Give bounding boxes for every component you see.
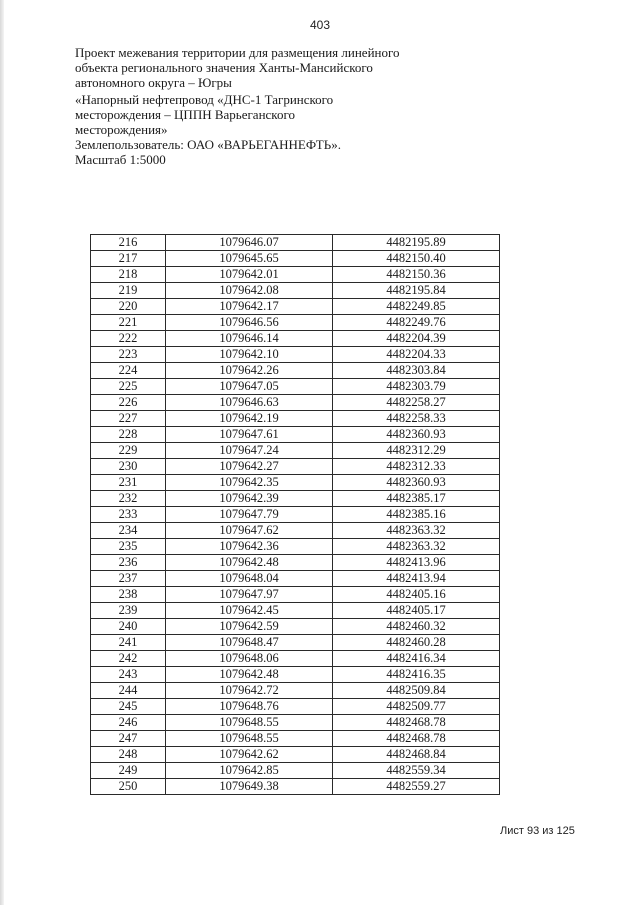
y-coordinate-cell: 4482416.35 — [333, 667, 500, 683]
point-number-cell: 233 — [91, 507, 166, 523]
x-coordinate-cell: 1079646.63 — [166, 395, 333, 411]
point-number-cell: 227 — [91, 411, 166, 427]
table-row — [91, 299, 500, 315]
table-row — [91, 491, 500, 507]
y-coordinate-cell: 4482303.84 — [333, 363, 500, 379]
point-number-cell: 241 — [91, 635, 166, 651]
point-number-cell: 248 — [91, 747, 166, 763]
y-coordinate-cell: 4482363.32 — [333, 539, 500, 555]
header-line: автономного округа – Югры — [75, 75, 232, 90]
point-number-cell: 220 — [91, 299, 166, 315]
point-number-cell: 247 — [91, 731, 166, 747]
y-coordinate-cell: 4482468.78 — [333, 715, 500, 731]
point-number-cell: 229 — [91, 443, 166, 459]
y-coordinate-cell: 4482312.29 — [333, 443, 500, 459]
x-coordinate-cell: 1079647.05 — [166, 379, 333, 395]
table-row — [91, 507, 500, 523]
y-coordinate-cell: 4482195.89 — [333, 235, 500, 251]
x-coordinate-cell: 1079648.47 — [166, 635, 333, 651]
y-coordinate-cell: 4482405.17 — [333, 603, 500, 619]
x-coordinate-cell: 1079642.59 — [166, 619, 333, 635]
header-line: Проект межевания территории для размещения линейного — [75, 45, 400, 60]
table-row — [91, 603, 500, 619]
scale-line: Масштаб 1:5000 — [75, 152, 166, 167]
x-coordinate-cell: 1079642.01 — [166, 267, 333, 283]
table-row — [91, 347, 500, 363]
project-title-line: «Напорный нефтепровод «ДНС-1 Тагринского — [75, 92, 334, 107]
x-coordinate-cell: 1079642.72 — [166, 683, 333, 699]
table-row — [91, 331, 500, 347]
x-coordinate-cell: 1079642.19 — [166, 411, 333, 427]
table-row — [91, 379, 500, 395]
x-coordinate-cell: 1079642.36 — [166, 539, 333, 555]
point-number-cell: 230 — [91, 459, 166, 475]
point-number-cell: 222 — [91, 331, 166, 347]
point-number-cell: 250 — [91, 779, 166, 795]
sheet-counter: Лист 93 из 125 — [500, 825, 575, 837]
point-number-cell: 223 — [91, 347, 166, 363]
table-row — [91, 683, 500, 699]
y-coordinate-cell: 4482258.27 — [333, 395, 500, 411]
x-coordinate-cell: 1079647.24 — [166, 443, 333, 459]
table-row — [91, 587, 500, 603]
project-title-line: месторождения – ЦППН Варьеганского — [75, 107, 295, 122]
x-coordinate-cell: 1079648.06 — [166, 651, 333, 667]
page-number: 403 — [309, 18, 331, 32]
table-row — [91, 619, 500, 635]
table-row — [91, 315, 500, 331]
point-number-cell: 244 — [91, 683, 166, 699]
point-number-cell: 242 — [91, 651, 166, 667]
y-coordinate-cell: 4482559.27 — [333, 779, 500, 795]
x-coordinate-cell: 1079642.10 — [166, 347, 333, 363]
table-row — [91, 523, 500, 539]
point-number-cell: 236 — [91, 555, 166, 571]
table-row — [91, 475, 500, 491]
project-title-line: месторождения» — [75, 122, 168, 137]
point-number-cell: 235 — [91, 539, 166, 555]
header-line: объекта регионального значения Ханты-Мансийского — [75, 60, 373, 75]
y-coordinate-cell: 4482413.96 — [333, 555, 500, 571]
y-coordinate-cell: 4482363.32 — [333, 523, 500, 539]
y-coordinate-cell: 4482413.94 — [333, 571, 500, 587]
table-row — [91, 715, 500, 731]
table-row — [91, 235, 500, 251]
table-row — [91, 667, 500, 683]
table-row — [91, 283, 500, 299]
table-row — [91, 363, 500, 379]
x-coordinate-cell: 1079642.48 — [166, 667, 333, 683]
point-number-cell: 226 — [91, 395, 166, 411]
scan-edge — [0, 0, 4, 905]
y-coordinate-cell: 4482468.84 — [333, 747, 500, 763]
x-coordinate-cell: 1079646.56 — [166, 315, 333, 331]
land-user-line: Землепользователь: ОАО «ВАРЬЕГАННЕФТЬ». — [75, 137, 341, 152]
point-number-cell: 243 — [91, 667, 166, 683]
x-coordinate-cell: 1079648.04 — [166, 571, 333, 587]
point-number-cell: 221 — [91, 315, 166, 331]
x-coordinate-cell: 1079642.45 — [166, 603, 333, 619]
y-coordinate-cell: 4482360.93 — [333, 427, 500, 443]
point-number-cell: 246 — [91, 715, 166, 731]
x-coordinate-cell: 1079642.17 — [166, 299, 333, 315]
table-row — [91, 571, 500, 587]
coordinates-table — [90, 234, 500, 795]
y-coordinate-cell: 4482509.77 — [333, 699, 500, 715]
table-row — [91, 443, 500, 459]
x-coordinate-cell: 1079647.79 — [166, 507, 333, 523]
table-row — [91, 267, 500, 283]
x-coordinate-cell: 1079647.97 — [166, 587, 333, 603]
y-coordinate-cell: 4482559.34 — [333, 763, 500, 779]
table-row — [91, 427, 500, 443]
point-number-cell: 217 — [91, 251, 166, 267]
x-coordinate-cell: 1079649.38 — [166, 779, 333, 795]
table-row — [91, 763, 500, 779]
x-coordinate-cell: 1079642.35 — [166, 475, 333, 491]
point-number-cell: 234 — [91, 523, 166, 539]
point-number-cell: 239 — [91, 603, 166, 619]
point-number-cell: 225 — [91, 379, 166, 395]
y-coordinate-cell: 4482460.32 — [333, 619, 500, 635]
point-number-cell: 232 — [91, 491, 166, 507]
x-coordinate-cell: 1079642.08 — [166, 283, 333, 299]
y-coordinate-cell: 4482150.40 — [333, 251, 500, 267]
x-coordinate-cell: 1079648.55 — [166, 715, 333, 731]
x-coordinate-cell: 1079642.27 — [166, 459, 333, 475]
x-coordinate-cell: 1079647.62 — [166, 523, 333, 539]
y-coordinate-cell: 4482303.79 — [333, 379, 500, 395]
x-coordinate-cell: 1079642.39 — [166, 491, 333, 507]
x-coordinate-cell: 1079642.48 — [166, 555, 333, 571]
y-coordinate-cell: 4482204.33 — [333, 347, 500, 363]
point-number-cell: 238 — [91, 587, 166, 603]
x-coordinate-cell: 1079642.85 — [166, 763, 333, 779]
y-coordinate-cell: 4482509.84 — [333, 683, 500, 699]
y-coordinate-cell: 4482360.93 — [333, 475, 500, 491]
point-number-cell: 245 — [91, 699, 166, 715]
point-number-cell: 224 — [91, 363, 166, 379]
y-coordinate-cell: 4482385.17 — [333, 491, 500, 507]
table-row — [91, 411, 500, 427]
table-row — [91, 779, 500, 795]
point-number-cell: 231 — [91, 475, 166, 491]
x-coordinate-cell: 1079647.61 — [166, 427, 333, 443]
x-coordinate-cell: 1079648.55 — [166, 731, 333, 747]
point-number-cell: 237 — [91, 571, 166, 587]
x-coordinate-cell: 1079646.14 — [166, 331, 333, 347]
y-coordinate-cell: 4482405.16 — [333, 587, 500, 603]
table-row — [91, 459, 500, 475]
table-row — [91, 395, 500, 411]
y-coordinate-cell: 4482249.85 — [333, 299, 500, 315]
table-row — [91, 651, 500, 667]
point-number-cell: 249 — [91, 763, 166, 779]
table-row — [91, 539, 500, 555]
y-coordinate-cell: 4482416.34 — [333, 651, 500, 667]
x-coordinate-cell: 1079646.07 — [166, 235, 333, 251]
x-coordinate-cell: 1079648.76 — [166, 699, 333, 715]
y-coordinate-cell: 4482204.39 — [333, 331, 500, 347]
point-number-cell: 218 — [91, 267, 166, 283]
table-row — [91, 747, 500, 763]
y-coordinate-cell: 4482312.33 — [333, 459, 500, 475]
y-coordinate-cell: 4482460.28 — [333, 635, 500, 651]
y-coordinate-cell: 4482195.84 — [333, 283, 500, 299]
x-coordinate-cell: 1079642.26 — [166, 363, 333, 379]
x-coordinate-cell: 1079642.62 — [166, 747, 333, 763]
table-row — [91, 251, 500, 267]
point-number-cell: 228 — [91, 427, 166, 443]
point-number-cell: 219 — [91, 283, 166, 299]
y-coordinate-cell: 4482249.76 — [333, 315, 500, 331]
table-row — [91, 635, 500, 651]
x-coordinate-cell: 1079645.65 — [166, 251, 333, 267]
table-row — [91, 731, 500, 747]
coordinates-table-body — [91, 235, 500, 795]
y-coordinate-cell: 4482385.16 — [333, 507, 500, 523]
table-row — [91, 555, 500, 571]
table-row — [91, 699, 500, 715]
document-header — [75, 45, 405, 167]
point-number-cell: 216 — [91, 235, 166, 251]
y-coordinate-cell: 4482468.78 — [333, 731, 500, 747]
y-coordinate-cell: 4482258.33 — [333, 411, 500, 427]
point-number-cell: 240 — [91, 619, 166, 635]
y-coordinate-cell: 4482150.36 — [333, 267, 500, 283]
